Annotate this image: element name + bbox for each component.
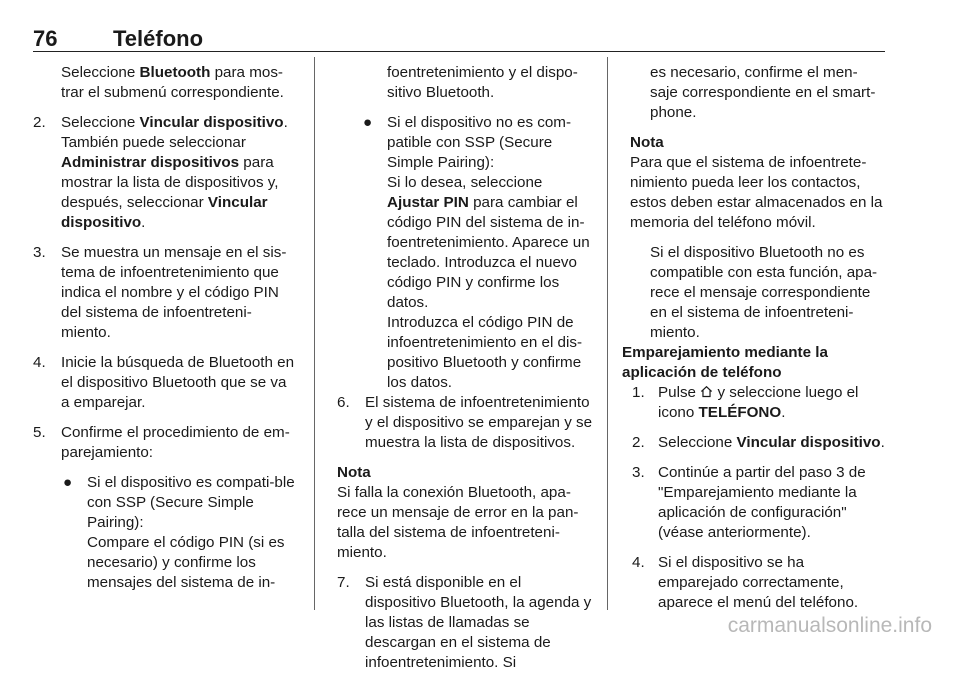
page-number: 76 [33,26,58,51]
home-icon [700,385,713,398]
column-divider-1 [314,57,315,610]
app-step-4: 4. Si el dispositivo se ha emparejado correctamente, aparece el menú del teléfono. [632,554,859,611]
step-6: 6. El sistema de infoentretenimiento y el dispositivo se emparejan y se muestra la lista de dispositivos. [337,394,593,451]
step-4: 4. Inicie la búsqueda de Bluetooth en el dispositivo Bluetooth que se va a emparejar. [33,354,295,411]
app-step-2: 2. Seleccione Vincular dispositivo. [632,434,885,451]
page-title: Teléfono [113,26,204,51]
column-divider-2 [607,57,608,610]
bullet-non-ssp: ● Si el dispositivo no es com-patible con SSP (Secure Simple Pairing): Si lo desea, seleccione Ajustar PIN para cambiar el código PIN del sistema de in-foentretenimiento. Aparece un teclado. Introduzca el nuevo código PIN y confirme los datos. Introduzca el código PIN de infoentretenimiento en el dis-positivo Bluetooth y confirme los datos. [363,114,590,391]
section-heading: Emparejamiento mediante la aplicación de teléfono [622,344,828,381]
page-header [33,26,885,50]
note-subtext: Si el dispositivo Bluetooth no es compatible con esta función, apa-rece el mensaje correspondiente en el sistema de infoentreteni-miento. [650,244,878,341]
app-step-3: 3. Continúe a partir del paso 3 de "Emparejamiento mediante la aplicación de configuración" (véase anteriormente). [632,464,866,541]
note-text: Si falla la conexión Bluetooth, apa-rece un mensaje de error en la pan-talla del sistema de infoentreteni-miento. [337,484,579,561]
note-label: Nota [630,134,664,151]
column-3 [622,63,885,623]
column-2 [337,63,594,683]
header-rule [33,51,885,52]
column-1 [33,63,299,603]
step-5: 5. Confirme el procedimiento de em-parejamiento: ● Si el dispositivo es compati-ble con SSP (Secure Simple Pairing): Compare el código PIN (si es necesario) y confirme los mensajes del sistema de in- [33,423,299,593]
step-3: 3. Se muestra un mensaje en el sis-tema de infoentretenimiento que indica el nombre y el código PIN del sistema de infoentreteni-miento. [33,244,287,341]
bullet-dot: ● [63,474,73,491]
bullet-ssp: ● Si el dispositivo es compati-ble con SSP (Secure Simple Pairing): Compare el código PIN (si es necesario) y confirme los mensajes del sistema de in- [63,474,295,591]
step-7: 7. Si está disponible en el dispositivo Bluetooth, la agenda y las listas de llamadas se descargan en el sistema de infoentretenimiento. Si [337,574,592,671]
app-step-1: 1. Pulse y seleccione luego el icono TELÉFONO. [632,384,859,421]
step-2-note: También puede seleccionar Administrar dispositivos para mostrar la lista de dispositivos y, después, seleccionar Vincular dispositivo. [61,134,279,231]
note-text: Para que el sistema de infoentrete-nimiento pueda leer los contactos, estos deben estar almacenados en la memoria del teléfono móvil. [630,154,883,231]
continued-text: foentretenimiento y el dispo-sitivo Bluetooth. [387,64,578,101]
watermark: carmanualsonline.info [727,614,932,637]
continued-text: es necesario, confirme el men-saje correspondiente en el smart-phone. [650,64,876,121]
intro-paragraph: Seleccione Bluetooth para mos-trar el submenú correspondiente. [61,64,284,101]
bullet-dot: ● [363,114,373,131]
note-label: Nota [337,464,371,481]
step-2: 2. Seleccione Vincular dispositivo. También puede seleccionar Administrar dispositivos para mostrar la lista de dispositivos y, después, seleccionar Vincular dispositivo. [33,113,299,233]
